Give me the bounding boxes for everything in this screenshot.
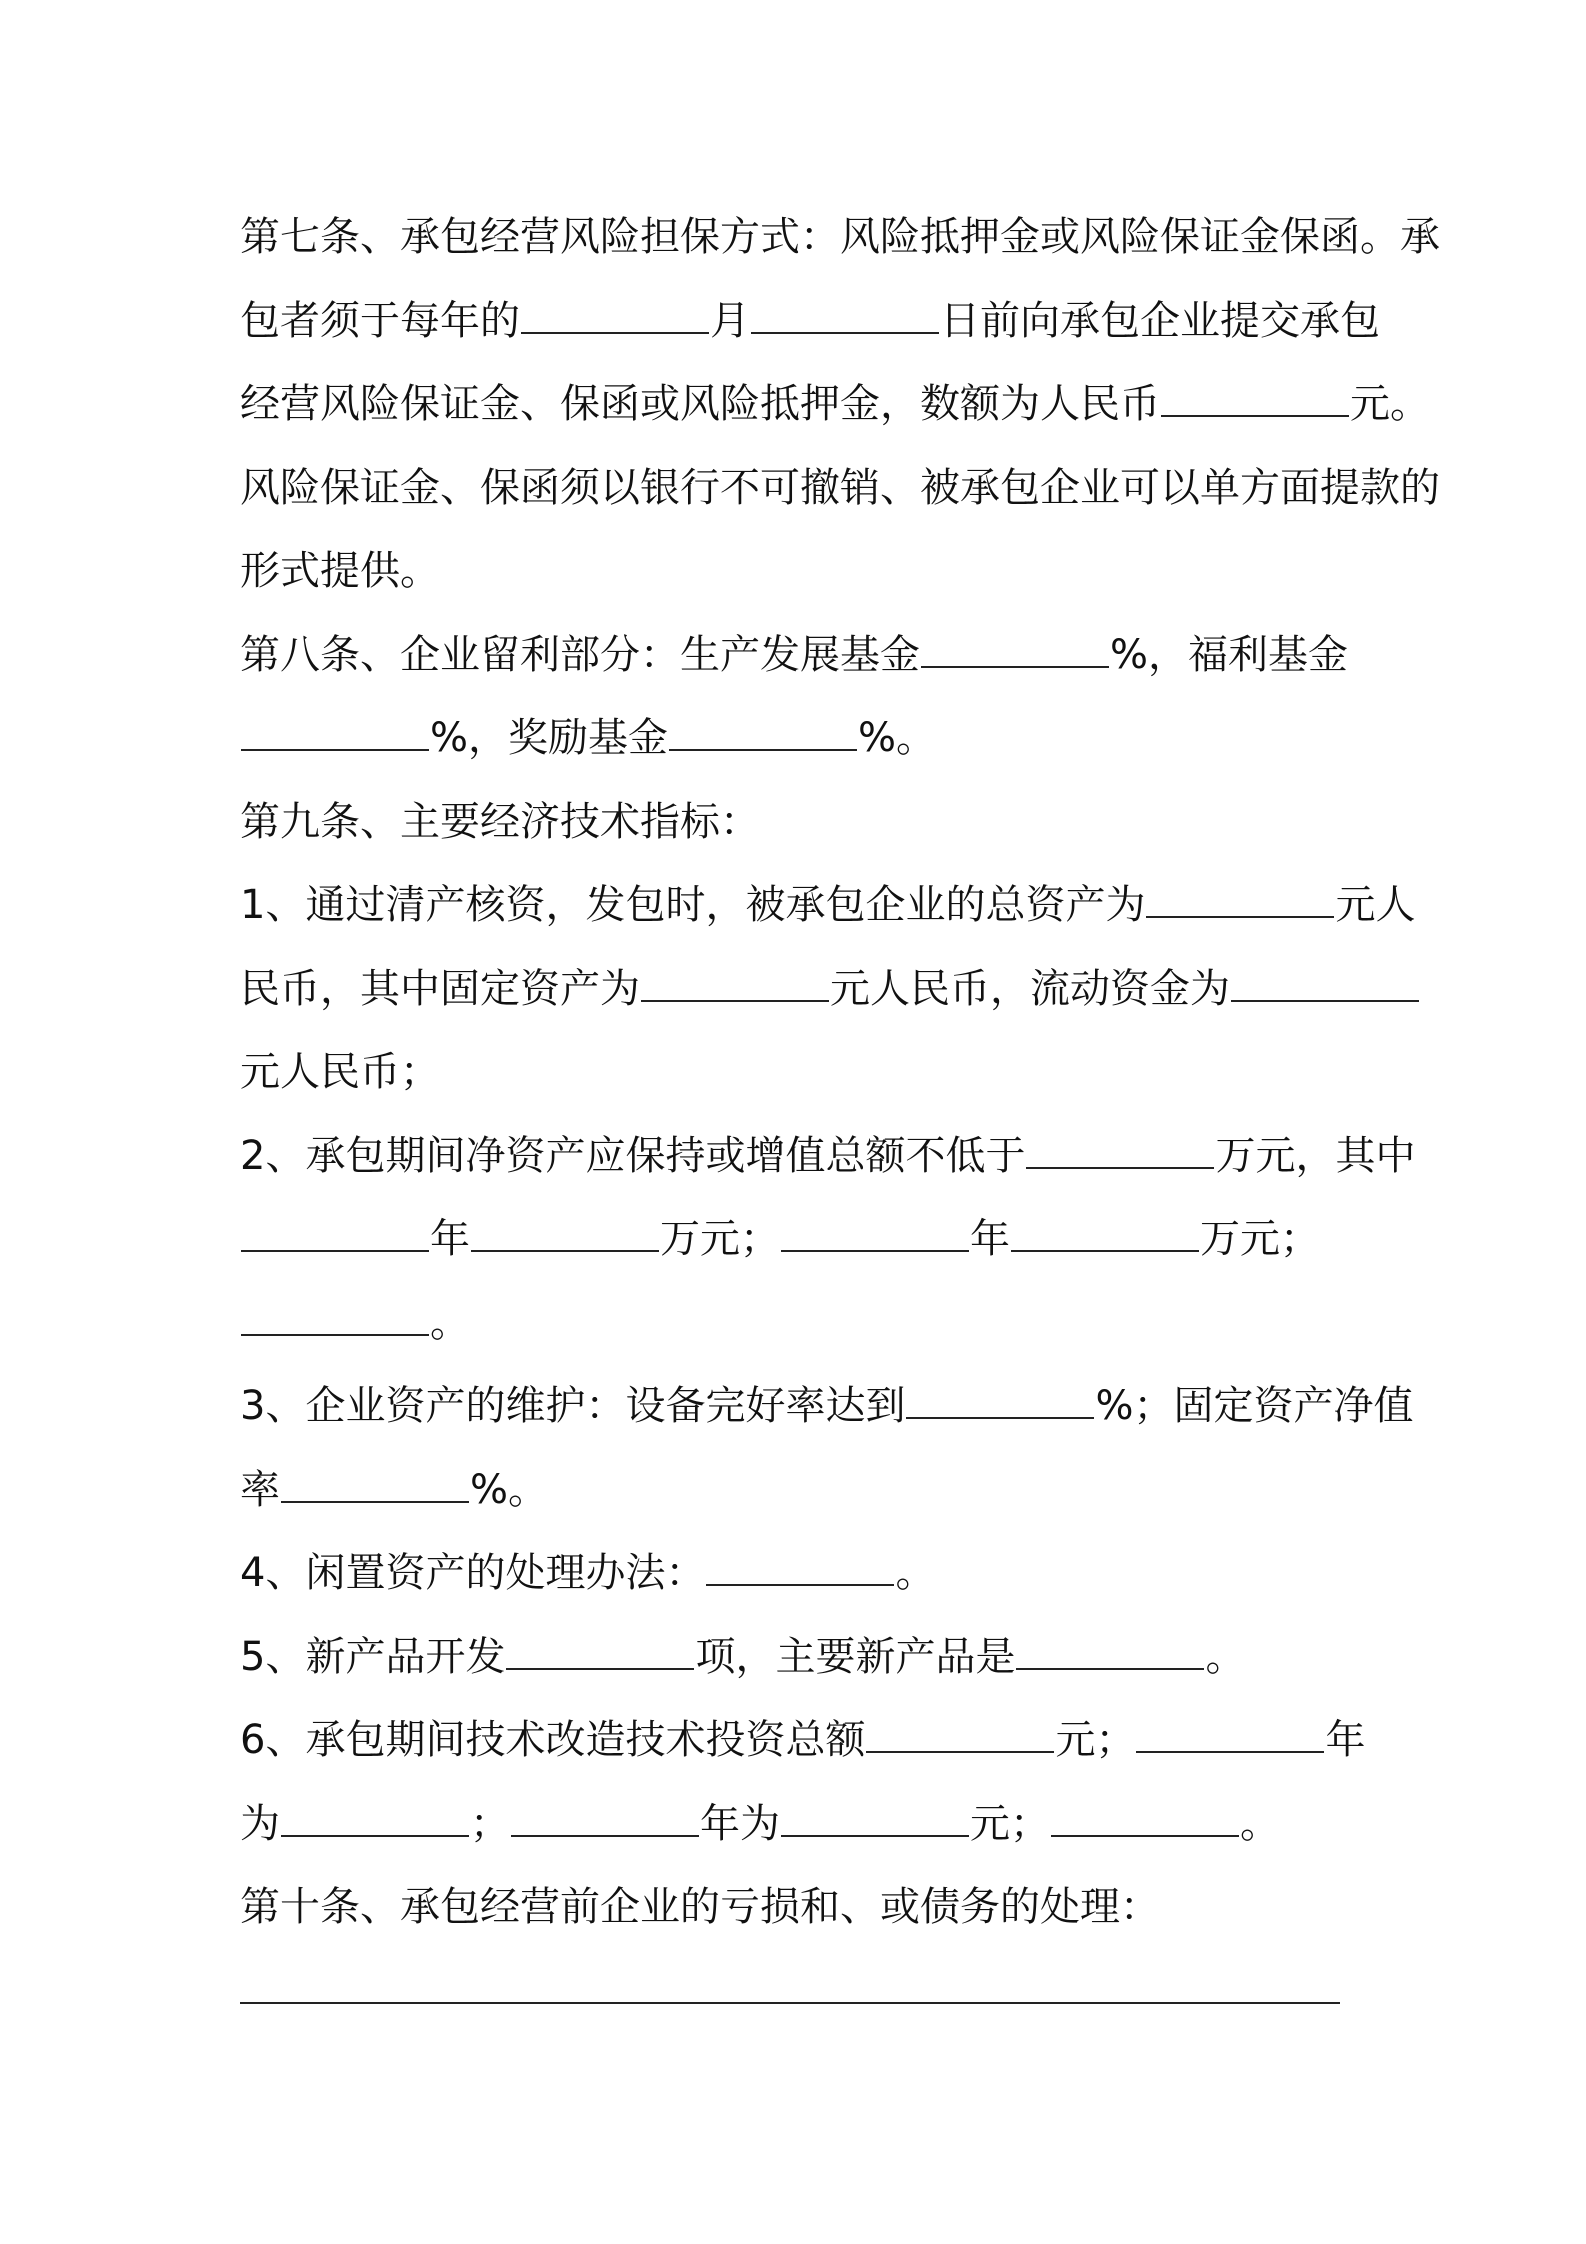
- item-2-line-2: [240, 1198, 1360, 1282]
- fill-blank-development-fund[interactable]: [921, 664, 1109, 668]
- text: 万元；: [660, 1216, 780, 1262]
- fill-blank-loss-debt[interactable]: [240, 2000, 1340, 2004]
- fill-blank-day[interactable]: [751, 330, 939, 334]
- fill-blank-year-2[interactable]: [781, 1248, 969, 1252]
- item-1-line-1: [240, 864, 1416, 948]
- text: 万元，其中: [1215, 1132, 1416, 1179]
- article-7-line-1: [240, 196, 1440, 280]
- fill-blank-month[interactable]: [521, 330, 709, 334]
- text: 包者须于每年的: [240, 297, 520, 344]
- item-3-line-1: [240, 1365, 1414, 1449]
- fill-blank-welfare-fund[interactable]: [241, 747, 429, 751]
- text: 元；: [970, 1800, 1050, 1847]
- fill-blank-net-value-rate[interactable]: [281, 1499, 469, 1503]
- text: 元；: [1055, 1717, 1136, 1763]
- text: 元人: [1335, 882, 1416, 928]
- text: 2、承包期间净资产应保持或增值总额不低于: [240, 1132, 1026, 1179]
- item-6-line-1: [240, 1699, 1366, 1783]
- article-7-line-3: [240, 363, 1430, 447]
- fill-blank-amount-2[interactable]: [1011, 1248, 1199, 1252]
- fill-blank-invest-year-1[interactable]: [1136, 1749, 1324, 1753]
- text: 风险保证金、保函须以银行不可撤销、被承包企业可以单方面提款的: [240, 464, 1440, 511]
- text: 元人民币；: [240, 1049, 440, 1095]
- fill-blank-year-1[interactable]: [241, 1248, 429, 1252]
- text: 日前向承包企业提交承包: [940, 297, 1380, 344]
- text: 民币，其中固定资产为: [240, 965, 640, 1012]
- item-2-line-1: [240, 1115, 1416, 1199]
- article-7-line-5: [240, 530, 1360, 614]
- article-8-line-1: [240, 614, 1360, 698]
- article-9-heading: [240, 781, 1360, 865]
- text: 形式提供。: [240, 548, 440, 594]
- text: 第七条、承包经营风险担保方式：风险抵押金或风险保证金保函。承: [240, 214, 1440, 260]
- text: 万元；: [1200, 1216, 1320, 1262]
- fill-blank-total-assets[interactable]: [1146, 914, 1334, 918]
- fill-blank-idle-assets[interactable]: [706, 1582, 894, 1586]
- fill-blank-fixed-assets[interactable]: [641, 998, 829, 1002]
- text: 项，主要新产品是: [695, 1633, 1016, 1680]
- fill-blank-working-capital[interactable]: [1231, 998, 1419, 1002]
- text: %。: [470, 1466, 549, 1513]
- text: 4、闲置资产的处理办法：: [240, 1550, 706, 1596]
- fill-blank-invest-amount-1[interactable]: [281, 1833, 469, 1837]
- item-4-line: [240, 1532, 1360, 1616]
- text: 6、承包期间技术改造技术投资总额: [240, 1717, 866, 1763]
- text: 。: [1240, 1800, 1280, 1847]
- text: 3、企业资产的维护：设备完好率达到: [240, 1383, 906, 1429]
- text: 第十条、承包经营前企业的亏损和、或债务的处理：: [240, 1884, 1160, 1930]
- item-1-line-3: [240, 1031, 1360, 1115]
- text: 。: [1205, 1633, 1246, 1680]
- text: ；: [470, 1800, 510, 1847]
- fill-blank-bonus-fund[interactable]: [669, 747, 857, 751]
- text: %；固定资产净值: [1095, 1383, 1414, 1429]
- text: 年: [430, 1216, 470, 1262]
- text: 年: [970, 1216, 1010, 1262]
- text: 元。: [1350, 381, 1430, 427]
- text: 5、新产品开发: [240, 1633, 506, 1680]
- item-1-line-2: [240, 948, 1360, 1032]
- text: 经营风险保证金、保函或风险抵押金，数额为人民币: [240, 381, 1160, 427]
- item-3-line-2: [240, 1449, 1360, 1533]
- contract-body: [240, 196, 1440, 2033]
- fill-blank-investment-total[interactable]: [866, 1749, 1054, 1753]
- text: 元人民币，流动资金为: [830, 965, 1230, 1012]
- text: 。: [895, 1550, 936, 1596]
- fill-blank-other[interactable]: [241, 1332, 429, 1336]
- text: 月: [710, 297, 750, 344]
- fill-blank-product-name[interactable]: [1016, 1666, 1204, 1670]
- fill-blank-net-assets[interactable]: [1026, 1165, 1214, 1169]
- item-2-line-3: [240, 1282, 1360, 1366]
- text: %，福利基金: [1110, 631, 1349, 678]
- fill-blank-equipment-rate[interactable]: [906, 1415, 1094, 1419]
- text: 1、通过清产核资，发包时，被承包企业的总资产为: [240, 882, 1146, 928]
- text: 年: [1325, 1717, 1366, 1763]
- text: 年为: [700, 1800, 780, 1847]
- fill-blank-product-count[interactable]: [506, 1666, 694, 1670]
- article-10-heading: [240, 1866, 1360, 1950]
- text: %，奖励基金: [430, 715, 669, 761]
- item-5-line: [240, 1616, 1360, 1700]
- fill-blank-invest-other[interactable]: [1051, 1833, 1239, 1837]
- item-6-line-2: [240, 1783, 1360, 1867]
- text: 。: [430, 1299, 470, 1346]
- text: 率: [240, 1466, 280, 1513]
- article-10-fill-line: [240, 1950, 1360, 2034]
- fill-blank-invest-amount-2[interactable]: [781, 1833, 969, 1837]
- text: %。: [858, 715, 937, 761]
- text: 第八条、企业留利部分：生产发展基金: [240, 631, 920, 678]
- fill-blank-amount[interactable]: [1161, 413, 1349, 417]
- article-7-line-2: [240, 280, 1380, 364]
- article-7-line-4: [240, 447, 1440, 531]
- article-8-line-2: [240, 697, 1360, 781]
- text: 第九条、主要经济技术指标：: [240, 798, 760, 845]
- fill-blank-invest-year-2[interactable]: [511, 1833, 699, 1837]
- text: 为: [240, 1800, 280, 1847]
- fill-blank-amount-1[interactable]: [471, 1248, 659, 1252]
